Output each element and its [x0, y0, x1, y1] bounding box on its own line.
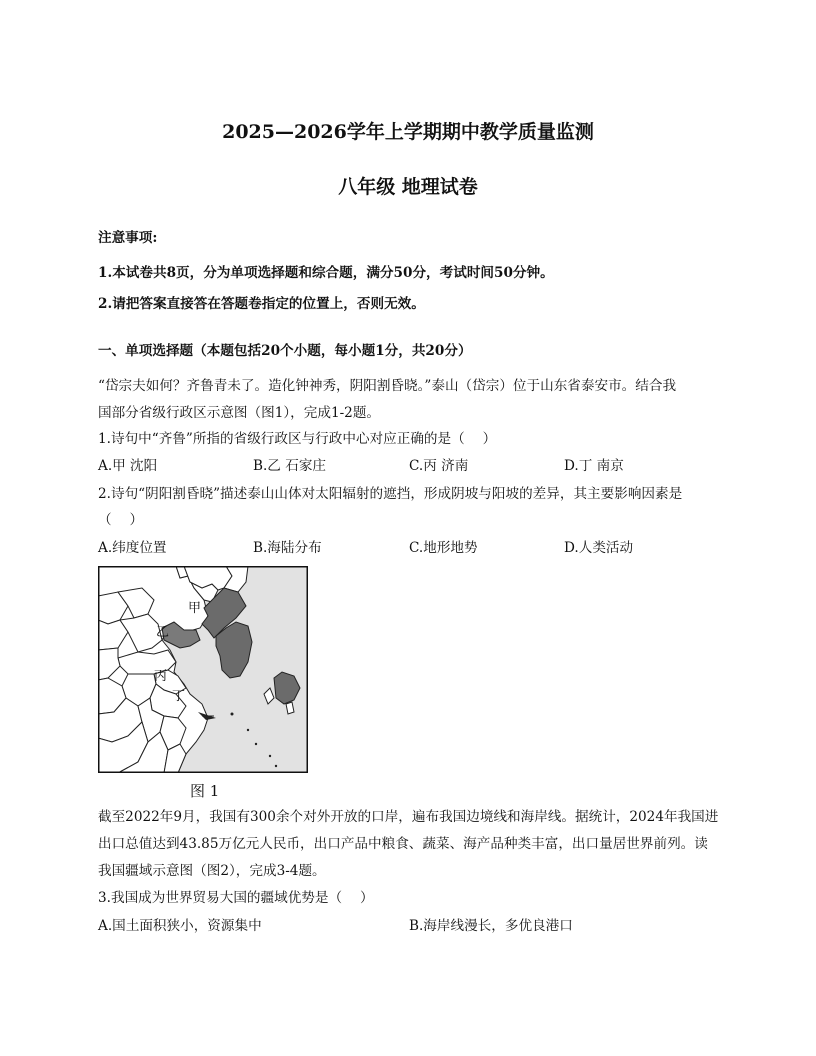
- question-2-option-b: B.海陆分布: [253, 540, 322, 556]
- question-1-stem: 1.诗句中“齐鲁”所指的省级行政区与行政中心对应正确的是（ ）: [98, 431, 497, 447]
- map-label-jia: 甲: [188, 601, 202, 616]
- notice-item-1: 1.本试卷共8页，分为单项选择题和综合题，满分50分，考试时间50分钟。: [98, 265, 554, 281]
- exam-subtitle: 八年级 地理试卷: [338, 176, 478, 198]
- figure-1-map: [98, 566, 308, 773]
- figure-1-caption: 图 1: [190, 782, 220, 800]
- exam-title: 2025—2026学年上学期期中教学质量监测: [222, 121, 594, 143]
- intro-line-1: “岱宗夫如何？齐鲁青未了。造化钟神秀，阴阳割昏晓。”泰山（岱宗）位于山东省泰安市。结合我: [98, 378, 677, 394]
- question-2-option-d: D.人类活动: [564, 540, 634, 556]
- question-3-option-b: B.海岸线漫长，多优良港口: [409, 918, 573, 934]
- question-3-option-a: A.国土面积狭小，资源集中: [98, 918, 262, 934]
- intro2-line-2: 出口总值达到43.85万亿元人民币，出口产品中粮食、蔬菜、海产品种类丰富，出口量居世界前列。读: [98, 836, 708, 852]
- question-3-stem: 3.我国成为世界贸易大国的疆域优势是（ ）: [98, 890, 374, 906]
- question-1-option-a: A.甲 沈阳: [98, 458, 158, 474]
- intro2-line-1: 截至2022年9月，我国有300余个对外开放的口岸，遍布我国边境线和海岸线。据统计，2024年我国进: [98, 809, 719, 825]
- map-label-bing: 丙: [154, 669, 168, 684]
- notice-item-2: 2.请把答案直接答在答题卷指定的位置上，否则无效。: [98, 296, 425, 312]
- intro-line-2: 国部分省级行政区示意图（图1），完成1-2题。: [98, 405, 381, 421]
- notice-heading: 注意事项:: [98, 230, 158, 246]
- intro2-line-3: 我国疆域示意图（图2），完成3-4题。: [98, 863, 326, 879]
- map-label-yi: 乙: [156, 625, 170, 640]
- section-heading: 一、单项选择题（本题包括20个小题，每小题1分，共20分）: [98, 343, 472, 359]
- question-2-stem: 2.诗句“阴阳割昏晓”描述泰山山体对太阳辐射的遮挡，形成阴坡与阳坡的差异，其主要影响因素是: [98, 486, 683, 502]
- question-2-stem-cont: （ ）: [98, 512, 144, 528]
- question-1-option-d: D.丁 南京: [564, 458, 624, 474]
- question-2-option-a: A.纬度位置: [98, 540, 167, 556]
- question-2-option-c: C.地形地势: [409, 540, 478, 556]
- question-1-option-b: B.乙 石家庄: [253, 458, 327, 474]
- map-label-ding: 丁: [172, 689, 186, 704]
- question-1-option-c: C.丙 济南: [409, 458, 469, 474]
